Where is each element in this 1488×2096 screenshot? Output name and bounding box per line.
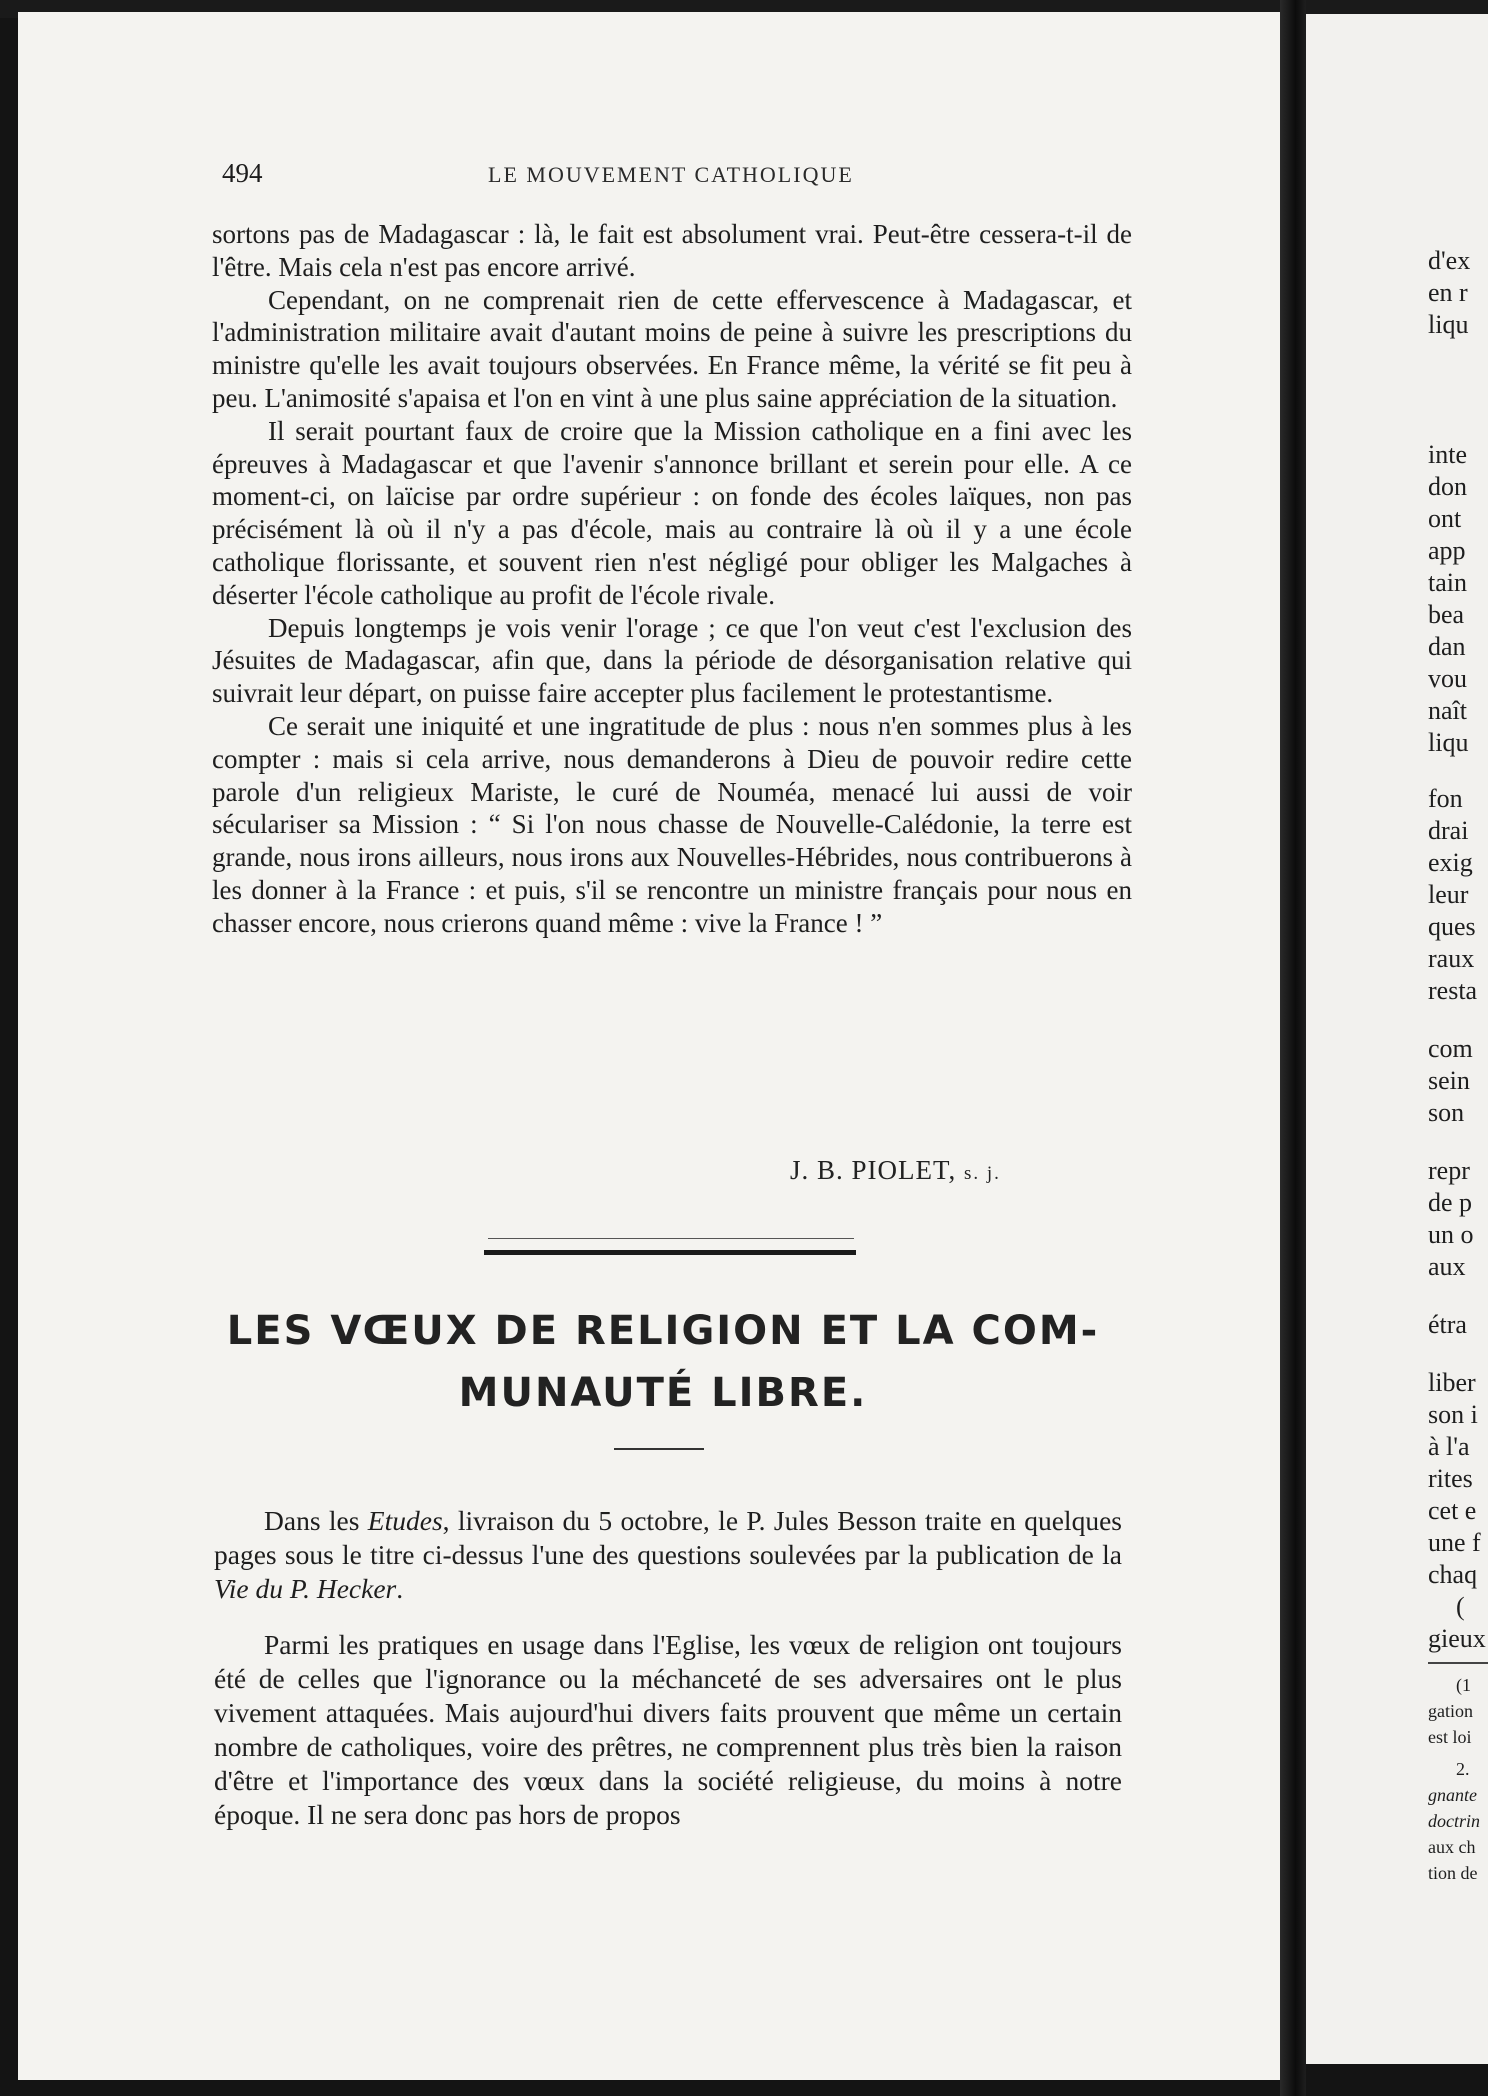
facing-page	[1306, 14, 1488, 2064]
running-head	[222, 158, 1122, 198]
running-title: LE MOUVEMENT CATHOLIQUE	[488, 162, 854, 187]
facing-fragment: (	[1456, 1592, 1465, 1621]
journal-title: Etudes	[367, 1505, 443, 1536]
facing-fragment: d'ex	[1428, 246, 1471, 275]
facing-fragment: un o	[1428, 1220, 1474, 1249]
continuation-text	[212, 218, 1132, 940]
author-name: J. B. PIOLET,	[790, 1155, 957, 1185]
article-title-line-1: LES VŒUX DE RELIGION ET LA COM-	[226, 1308, 1100, 1354]
book-title: Vie du P. Hecker	[214, 1573, 397, 1604]
facing-fragment: liber	[1428, 1368, 1476, 1397]
paragraph: Il serait pourtant faux de croire que la Mission catholique en a fini avec les épreuves à Madagascar et que l'avenir s'annonce brillant et serein pour elle. A ce moment-ci, on laïcise par ordre supérieur : on fonde des écoles laïques, non pas précisément là où il n'y a pas d'école, mais au contraire là où il y a une école catholique florissante, et souvent rien n'est négligé pour obliger les Malgaches à déserter l'école catholique au profit de l'école rivale.	[212, 415, 1132, 610]
facing-fragment: tain	[1428, 568, 1467, 597]
footnote-rule	[1428, 1662, 1488, 1664]
facing-fragment: don	[1428, 472, 1467, 501]
footnote-fragment: tion de	[1428, 1863, 1478, 1883]
facing-fragment: chaq	[1428, 1560, 1478, 1589]
section-rule-thin	[488, 1238, 854, 1239]
title-dash	[614, 1448, 704, 1450]
facing-fragment: gieux	[1428, 1624, 1486, 1653]
facing-fragment: resta	[1428, 976, 1478, 1005]
facing-fragment: liqu	[1428, 310, 1469, 339]
facing-fragment: drai	[1428, 816, 1469, 845]
facing-fragment: aux	[1428, 1252, 1466, 1281]
footnote-fragment: doctrin	[1428, 1811, 1480, 1831]
facing-fragment: vou	[1428, 664, 1467, 693]
facing-fragment: son	[1428, 1098, 1465, 1127]
page-number: 494	[222, 158, 263, 188]
facing-fragment: rites	[1428, 1464, 1473, 1493]
footnote-fragment: (1	[1456, 1675, 1471, 1695]
facing-fragment: en r	[1428, 278, 1468, 307]
facing-fragment: de p	[1428, 1188, 1473, 1217]
footnote-fragment: est loi	[1428, 1727, 1472, 1747]
author-suffix: s. j.	[964, 1163, 1001, 1184]
section-rule-thick	[484, 1250, 856, 1255]
facing-fragment: ques	[1428, 912, 1476, 941]
facing-fragment: repr	[1428, 1156, 1470, 1185]
facing-fragment: une f	[1428, 1528, 1481, 1557]
footnote-fragment: gation	[1428, 1701, 1473, 1721]
facing-fragment: bea	[1428, 600, 1465, 629]
article-body	[214, 1504, 1122, 1854]
facing-fragment: fon	[1428, 784, 1463, 813]
paragraph-continued: sortons pas de Madagascar : là, le fait est absolument vrai. Peut-être cessera-t-il de l'être. Mais cela n'est pas encore arrivé.	[212, 219, 1132, 282]
facing-fragment: cet e	[1428, 1496, 1477, 1525]
facing-fragment: app	[1428, 536, 1466, 565]
facing-fragment: inte	[1428, 440, 1467, 469]
facing-fragment: sein	[1428, 1066, 1470, 1095]
article-paragraph-1: Dans les Etudes, livraison du 5 octobre, le P. Jules Besson traite en quelques pages sous le titre ci-dessus l'une des questions soulevées par la publication de la Vie du P. Hecker.	[214, 1505, 1122, 1604]
facing-fragment: liqu	[1428, 728, 1469, 757]
facing-fragment: naît	[1428, 696, 1467, 725]
facing-fragment: ont	[1428, 504, 1462, 533]
footnote-fragment: gnante	[1428, 1785, 1477, 1805]
article-paragraph-2: Parmi les pratiques en usage dans l'Eglise, les vœux de religion ont toujours été de celles que l'ignorance ou la méchanceté de ses adversaires ont le plus vivement attaquées. Mais aujourd'hui divers faits prouvent que même un certain nombre de catholiques, voire des prêtres, ne comprennent plus très bien la raison d'être et l'importance des vœux dans la société religieuse, du moins à notre époque. Il ne sera donc pas hors de propos	[214, 1629, 1122, 1830]
author-signature	[790, 1155, 1001, 1186]
facing-fragment: exig	[1428, 848, 1473, 877]
facing-fragment: raux	[1428, 944, 1475, 973]
facing-fragment: leur	[1428, 880, 1469, 909]
paragraph: Cependant, on ne comprenait rien de cette effervescence à Madagascar, et l'administration militaire avait d'autant moins de peine à suivre les prescriptions du ministre qu'elle les avait toujours observées. En France même, la vérité se fit peu à peu. L'animosité s'apaisa et l'on en vint à une plus saine appréciation de la situation.	[212, 284, 1132, 413]
footnote-fragment: aux ch	[1428, 1837, 1476, 1857]
facing-fragment: dan	[1428, 632, 1466, 661]
paragraph: Depuis longtemps je vois venir l'orage ; ce que l'on veut c'est l'exclusion des Jésuites de Madagascar, afin que, dans la période de désorganisation relative qui suivrait leur départ, on puisse faire accepter plus facilement le protestantisme.	[212, 612, 1132, 709]
paragraph: Ce serait une iniquité et une ingratitude de plus : nous n'en sommes plus à les compter : mais si cela arrive, nous demanderons à Dieu de pouvoir redire cette parole d'un religieux Mariste, le curé de Nouméa, menacé lui aussi de voir séculariser sa Mission : “ Si l'on nous chasse de Nouvelle-Calédonie, la terre est grande, nous irons ailleurs, nous irons aux Nouvelles-Hébrides, nous contribuerons à les donner à la France : et puis, s'il se rencontre un ministre français pour nous en chasser encore, nous crierons quand même : vive la France ! ”	[212, 710, 1132, 938]
article-title-line-2: MUNAUTÉ LIBRE.	[458, 1370, 868, 1416]
article-title	[198, 1300, 1128, 1424]
facing-fragment: son i	[1428, 1400, 1478, 1429]
book-gutter	[1280, 0, 1306, 2096]
facing-fragment: à l'a	[1428, 1432, 1470, 1461]
facing-fragment: étra	[1428, 1310, 1467, 1339]
facing-fragment: com	[1428, 1034, 1473, 1063]
footnote-fragment: 2.	[1456, 1759, 1470, 1779]
